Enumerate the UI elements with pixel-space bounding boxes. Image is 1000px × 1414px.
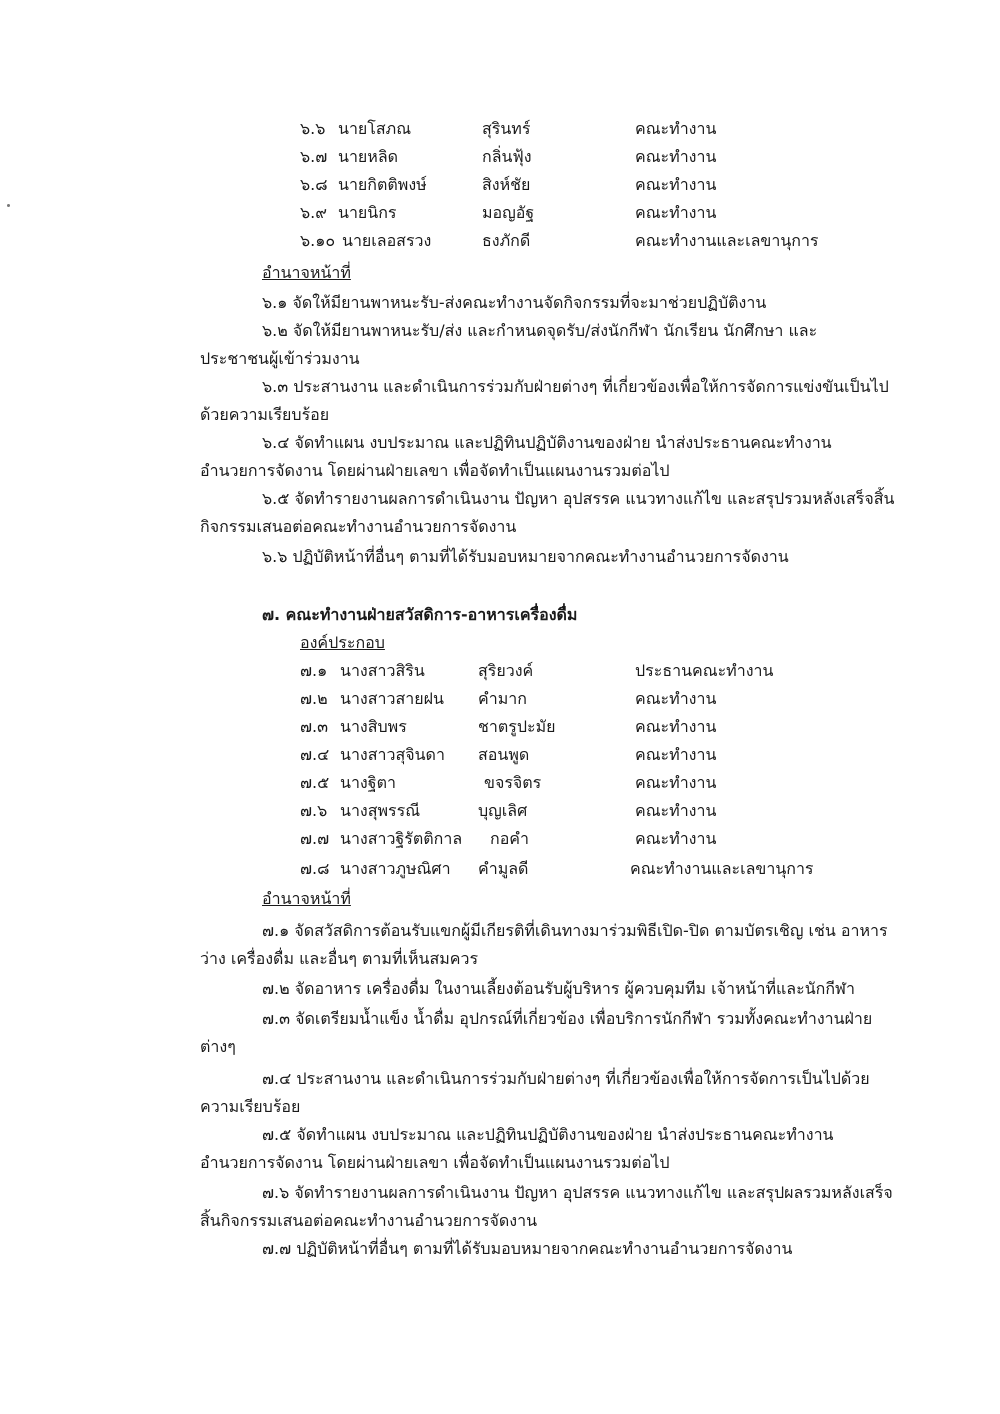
member-first-name: นายเลอสรวง: [342, 231, 432, 250]
section6-duty-line: ๖.๒ จัดให้มียานพาหนะรับ/ส่ง และกำหนดจุดรับ/ส่งนักกีฬา นักเรียน นักศึกษา และ: [262, 321, 818, 340]
section6-duty-line-cont: กิจกรรมเสนอต่อคณะทำงานอำนวยการจัดงาน: [200, 517, 517, 536]
member-last-name: สุริยวงค์: [478, 661, 534, 680]
section6-duty-line: ๖.๕ จัดทำรายงานผลการดำเนินงาน ปัญหา อุปสรรค แนวทางแก้ไข และสรุปรวมหลังเสร็จสิ้น: [262, 489, 895, 508]
section6-duty-line: ๖.๖ ปฏิบัติหน้าที่อื่นๆ ตามที่ได้รับมอบหมายจากคณะทำงานอำนวยการจัดงาน: [262, 547, 789, 566]
member-role: คณะทำงาน: [635, 829, 717, 848]
section6-duty-line: ๖.๑ จัดให้มียานพาหนะรับ-ส่งคณะทำงานจัดกิจกรรมที่จะมาช่วยปฏิบัติงาน: [262, 293, 767, 312]
section7-duty-line-cont: อำนวยการจัดงาน โดยผ่านฝ่ายเลขา เพื่อจัดทำเป็นแผนงานรวมต่อไป: [200, 1153, 670, 1172]
section6-duty-line-cont: อำนวยการจัดงาน โดยผ่านฝ่ายเลขา เพื่อจัดทำเป็นแผนงานรวมต่อไป: [200, 461, 670, 480]
member-role: คณะทำงาน: [635, 147, 717, 166]
section7-composition-heading: องค์ประกอบ: [300, 633, 385, 652]
member-last-name: ขจรจิตร: [484, 773, 542, 792]
member-first-name: นางสาวฐิรัตติกาล: [340, 829, 463, 848]
member-role: คณะทำงาน: [635, 175, 717, 194]
section6-duty-line-cont: ประชาชนผู้เข้าร่วมงาน: [200, 349, 360, 368]
section7-duty-line: ๗.๓ จัดเตรียมน้ำแข็ง น้ำดื่ม อุปกรณ์ที่เกี่ยวข้อง เพื่อบริการนักกีฬา รวมทั้งคณะทำงานฝ่าย: [262, 1009, 873, 1028]
member-no: ๗.๗: [300, 829, 330, 848]
member-role: คณะทำงาน: [635, 717, 717, 736]
section6-duty-line: ๖.๔ จัดทำแผน งบประมาณ และปฏิทินปฏิบัติงานของฝ่าย นำส่งประธานคณะทำงาน: [262, 433, 832, 452]
member-no: ๖.๖: [300, 119, 326, 138]
member-last-name: ชาตรูปะมัย: [478, 717, 556, 736]
member-no: ๖.๗: [300, 147, 328, 166]
member-no: ๗.๘: [300, 859, 330, 878]
section6-duty-line-cont: ด้วยความเรียบร้อย: [200, 405, 330, 424]
section7-duty-line: ๗.๖ จัดทำรายงานผลการดำเนินงาน ปัญหา อุปสรรค แนวทางแก้ไข และสรุปผลรวมหลังเสร็จ: [262, 1183, 893, 1202]
section7-duty-line-cont: ว่าง เครื่องดื่ม และอื่นๆ ตามที่เห็นสมควร: [200, 949, 479, 968]
member-last-name: กอคำ: [490, 829, 529, 848]
section6-duty-line: ๖.๓ ประสานงาน และดำเนินการร่วมกับฝ่ายต่างๆ ที่เกี่ยวข้องเพื่อให้การจัดการแข่งขันเป็นไป: [262, 377, 889, 396]
section7-duty-line: ๗.๑ จัดสวัสดิการต้อนรับแขกผู้มีเกียรติที่เดินทางมาร่วมพิธีเปิด-ปิด ตามบัตรเชิญ เช่น อาหาร: [262, 921, 888, 940]
member-role: คณะทำงานและเลขานุการ: [635, 231, 819, 250]
member-role: คณะทำงาน: [635, 203, 717, 222]
member-role: คณะทำงาน: [635, 745, 717, 764]
member-no: ๗.๓: [300, 717, 329, 736]
member-no: ๖.๘: [300, 175, 328, 194]
member-first-name: นางสาวสิริน: [340, 661, 425, 680]
member-no: ๖.๑๐: [300, 231, 336, 250]
member-no: ๗.๖: [300, 801, 328, 820]
member-no: ๗.๒: [300, 689, 328, 708]
member-first-name: นายนิกร: [338, 203, 397, 222]
member-no: ๗.๕: [300, 773, 330, 792]
member-last-name: สอนพูด: [478, 745, 530, 764]
member-role: คณะทำงานและเลขานุการ: [630, 859, 814, 878]
member-last-name: บุญเลิศ: [478, 801, 528, 820]
member-first-name: นางสาวสายฝน: [340, 689, 444, 708]
member-no: ๗.๑: [300, 661, 328, 680]
member-first-name: นางฐิตา: [340, 773, 396, 792]
member-first-name: นางสาวสุจินดา: [340, 745, 445, 764]
section7-duty-line: ๗.๔ ประสานงาน และดำเนินการร่วมกับฝ่ายต่างๆ ที่เกี่ยวข้องเพื่อให้การจัดการเป็นไปด้วย: [262, 1069, 870, 1088]
member-first-name: นายกิตติพงษ์: [338, 175, 427, 194]
section7-duty-line: ๗.๗ ปฏิบัติหน้าที่อื่นๆ ตามที่ได้รับมอบหมายจากคณะทำงานอำนวยการจัดงาน: [262, 1239, 793, 1258]
scan-speck: [7, 204, 10, 207]
section7-duty-line-cont: ความเรียบร้อย: [200, 1097, 301, 1116]
member-first-name: นายโสภณ: [338, 119, 412, 138]
section6-duties-heading: อำนาจหน้าที่: [262, 263, 351, 282]
section7-duty-line-cont: สิ้นกิจกรรมเสนอต่อคณะทำงานอำนวยการจัดงาน: [200, 1211, 538, 1230]
member-role: ประธานคณะทำงาน: [635, 661, 774, 680]
section7-duty-line: ๗.๒ จัดอาหาร เครื่องดื่ม ในงานเลี้ยงต้อนรับผู้บริหาร ผู้ควบคุมทีม เจ้าหน้าที่และนักกีฬา: [262, 979, 855, 998]
member-last-name: สิงห์ชัย: [482, 175, 531, 194]
member-role: คณะทำงาน: [635, 801, 717, 820]
member-last-name: สุรินทร์: [482, 119, 531, 138]
member-first-name: นายหลิด: [338, 147, 399, 166]
member-first-name: นางสุพรรณี: [340, 801, 421, 820]
section7-duty-line-cont: ต่างๆ: [200, 1037, 236, 1056]
section7-duties-heading: อำนาจหน้าที่: [262, 889, 351, 908]
member-last-name: คำมาก: [478, 689, 527, 708]
section7-duty-line: ๗.๕ จัดทำแผน งบประมาณ และปฏิทินปฏิบัติงานของฝ่าย นำส่งประธานคณะทำงาน: [262, 1125, 834, 1144]
section7-title: ๗. คณะทำงานฝ่ายสวัสดิการ-อาหารเครื่องดื่ม: [262, 605, 578, 624]
member-no: ๗.๔: [300, 745, 330, 764]
member-no: ๖.๙: [300, 203, 327, 222]
member-last-name: ธงภักดี: [482, 231, 531, 250]
member-role: คณะทำงาน: [635, 689, 717, 708]
member-first-name: นางสิบพร: [340, 717, 407, 736]
member-first-name: นางสาวภูษณิศา: [340, 859, 451, 878]
member-role: คณะทำงาน: [635, 773, 717, 792]
member-last-name: มอญอัฐ: [482, 203, 535, 222]
member-role: คณะทำงาน: [635, 119, 717, 138]
member-last-name: คำมูลดี: [478, 859, 529, 878]
member-last-name: กลิ่นฟุ้ง: [482, 147, 532, 166]
